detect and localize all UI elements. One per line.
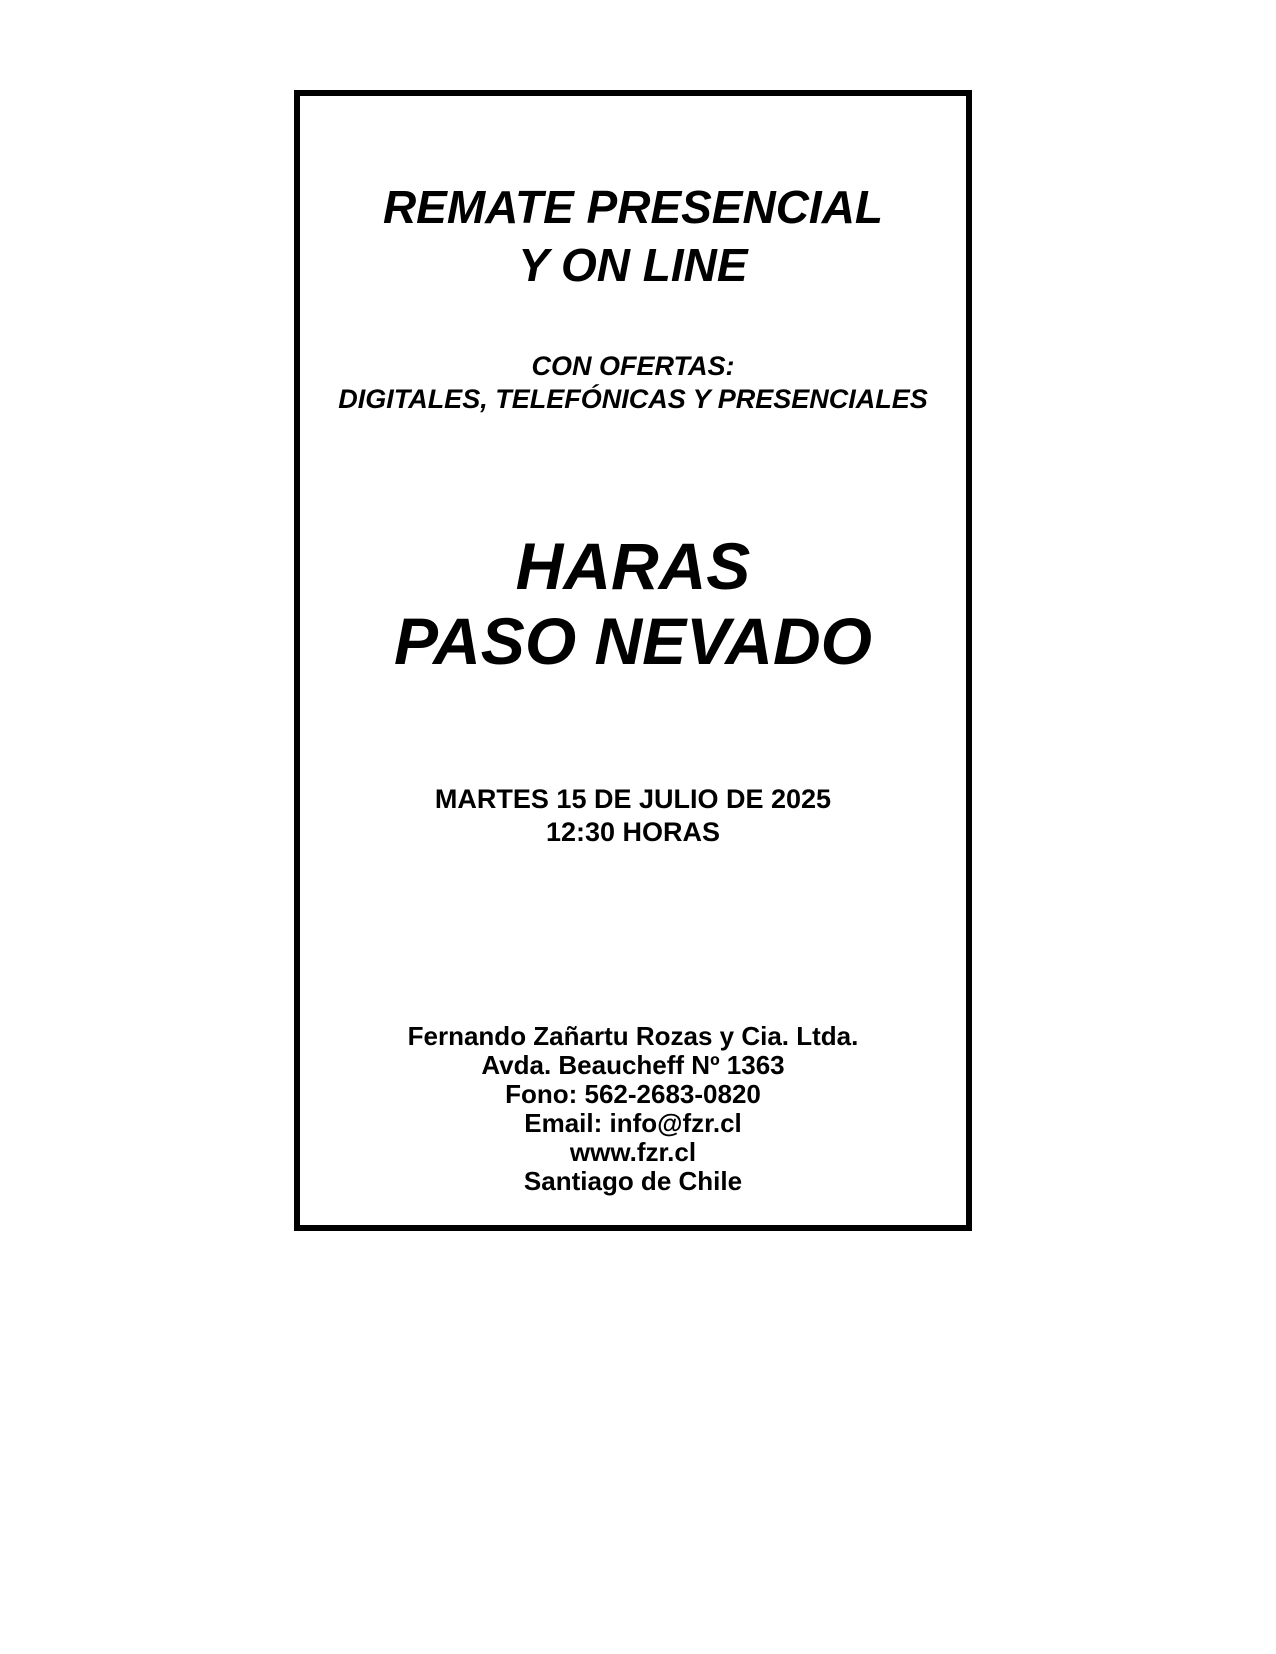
- haras-line-1: HARAS: [515, 529, 751, 603]
- company-website: www.fzr.cl: [569, 1137, 697, 1167]
- heading-line-2: Y ON LINE: [518, 239, 748, 291]
- auction-time: 12:30 HORAS: [545, 817, 721, 847]
- company-city: Santiago de Chile: [523, 1166, 743, 1196]
- heading-line-1: REMATE PRESENCIAL: [382, 181, 884, 233]
- company-email: Email: info@fzr.cl: [524, 1108, 742, 1138]
- company-address: Avda. Beaucheff Nº 1363: [481, 1050, 785, 1080]
- haras-line-2: PASO NEVADO: [394, 604, 872, 678]
- border-frame: [294, 90, 972, 1231]
- offers-line-1: CON OFERTAS:: [531, 351, 735, 381]
- auction-date: MARTES 15 DE JULIO DE 2025: [434, 784, 832, 814]
- company-name: Fernando Zañartu Rozas y Cia. Ltda.: [407, 1021, 859, 1051]
- company-phone: Fono: 562-2683-0820: [505, 1079, 761, 1109]
- offers-line-2: DIGITALES, TELEFÓNICAS Y PRESENCIALES: [338, 384, 928, 414]
